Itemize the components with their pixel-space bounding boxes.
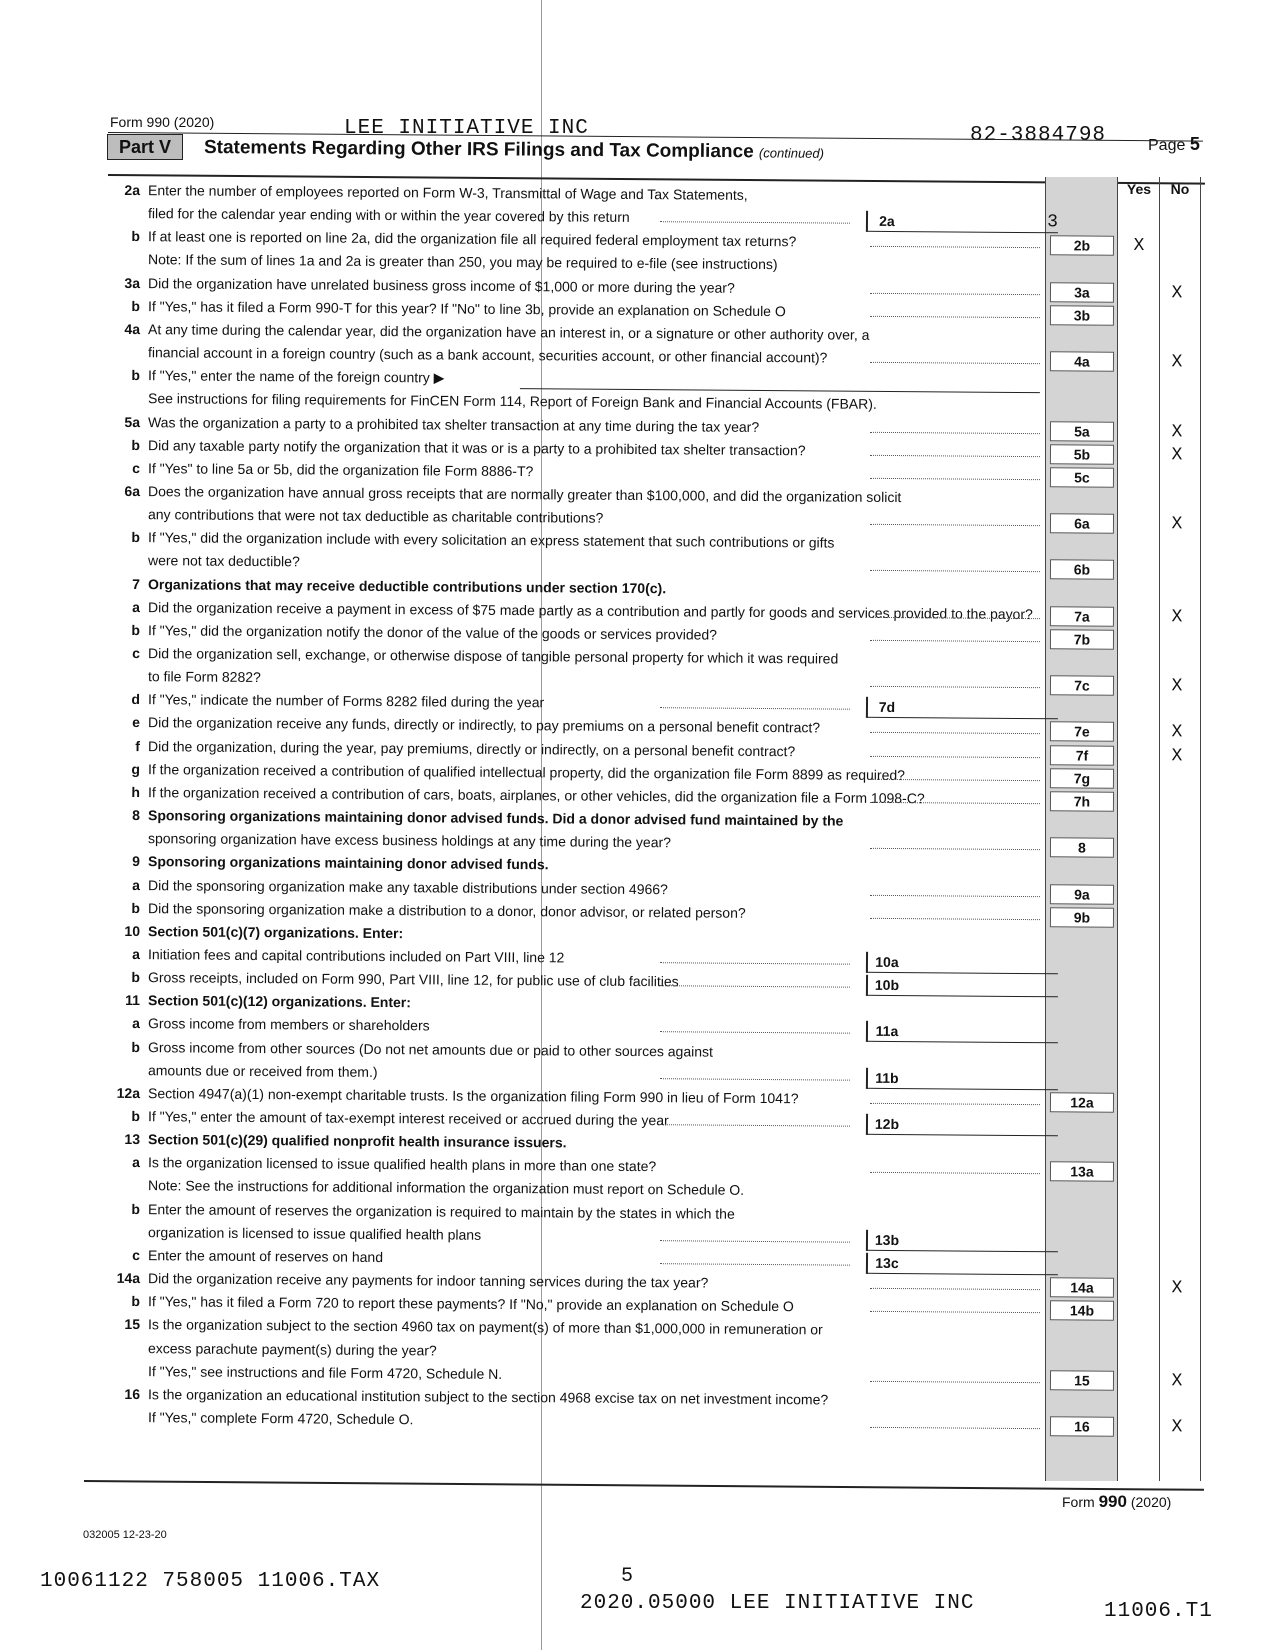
leader-dots [870,350,1040,364]
question-text: Is the organization subject to the section 4960 tax on payment(s) of more than $1,000,000 in remuneration or [147,1316,823,1338]
line-label: a [132,876,141,893]
line-label: b [131,367,141,384]
no-checkbox[interactable]: X [1171,444,1183,465]
leader-dots [870,905,1040,919]
footer-right-id: 11006.T1 [1104,1600,1213,1623]
line-label: e [132,714,141,731]
no-checkbox[interactable]: X [1171,352,1183,373]
question-text: Is the organization an educational institution subject to the section 4968 excise tax on net investment income? [147,1385,829,1408]
question-text: Did the sponsoring organization make a distribution to a donor, donor advisor, or related person? [147,899,746,921]
question-text: Section 501(c)(29) qualified nonprofit health insurance issuers. [147,1131,567,1151]
line-label: c [132,645,141,662]
foreign-country-input[interactable] [520,370,1040,393]
answer-line-number: 2b [1050,236,1114,257]
question-text: financial account in a foreign country (such as a bank account, securities account, or other financial account)? [147,344,828,366]
question-text: sponsoring organization have excess business holdings at any time during the year? [147,830,672,851]
page-number: 5 [1189,134,1200,154]
question-text: If "Yes," indicate the number of Forms 8282 filed during the year [147,691,545,711]
answer-line-number: 4a [1050,351,1114,372]
leader-dots [870,558,1040,572]
question-text: were not tax deductible? [147,552,300,570]
line-label: g [131,760,141,777]
answer-line-number: 7c [1050,675,1114,696]
leader-dots [870,605,1040,619]
line-label: 10 [124,922,141,939]
leader-dots [660,950,850,964]
question-text: Enter the amount of reserves on hand [147,1247,384,1265]
line-label: b [131,1200,141,1217]
inline-box-label: 10b [866,975,906,996]
leader-dots [870,1160,1040,1174]
inline-box-label: 12b [866,1114,906,1135]
leader-dots [870,442,1040,456]
question-text: filed for the calendar year ending with or within the year covered by this return [147,205,630,226]
leader-dots [660,1251,850,1265]
question-text: Note: See the instructions for additional information the organization must report on Schedule O. [147,1177,745,1199]
line-label: c [132,459,141,476]
line-label: b [131,1293,141,1310]
line-label: 13 [124,1131,141,1148]
ein: 82-3884798 [970,124,1107,147]
question-text: Did any taxable party notify the organization that it was or is a party to a prohibited tax shelter transaction? [147,436,806,458]
line-label: b [131,228,141,245]
inline-box-label: 13c [866,1253,906,1274]
leader-dots [660,1228,850,1242]
line-label: 8 [132,807,141,824]
question-text: Note: If the sum of lines 1a and 2a is greater than 250, you may be required to e-file (see instructions) [147,251,778,273]
line-label: b [131,899,141,916]
answer-line-number: 6b [1050,560,1114,581]
question-text: Enter the number of employees reported on Form W-3, Transmittal of Wage and Tax Statements, [147,182,748,203]
line-label: f [135,737,141,754]
question-text: Section 501(c)(7) organizations. Enter: [147,922,404,941]
no-checkbox[interactable]: X [1171,1370,1183,1391]
question-text: If "Yes," has it filed a Form 720 to report these payments? If "No," provide an explanation on Schedule O [147,1293,794,1315]
leader-dots [870,790,1040,804]
answer-line-number: 9b [1050,907,1114,928]
inline-box-value[interactable] [906,952,1058,974]
inline-box-value[interactable] [906,1114,1058,1136]
line-label: b [131,1038,141,1055]
answer-line-number: 7f [1050,745,1114,766]
question-text: Did the sponsoring organization make any taxable distributions under section 4966? [147,876,668,897]
question-text: Did the organization sell, exchange, or otherwise dispose of tangible personal property for which it was required [147,645,839,667]
leader-dots [870,466,1040,480]
no-checkbox[interactable]: X [1171,745,1183,766]
bottom-rule [84,1480,1204,1491]
inline-box-value[interactable] [906,1022,1058,1044]
question-text: If "Yes" to line 5a or 5b, did the organization file Form 8886-T? [147,459,534,479]
no-checkbox[interactable]: X [1171,722,1183,743]
question-text: Initiation fees and capital contributions included on Part VIII, line 12 [147,946,565,966]
footer-form-number: 990 [1098,1492,1127,1511]
question-text: Enter the amount of reserves the organization is required to maintain by the states in which the [147,1200,735,1222]
inline-box-value[interactable] [906,1253,1058,1275]
question-text: If "Yes," did the organization notify the donor of the value of the goods or services provided? [147,622,718,643]
question-text: If "Yes," has it filed a Form 990-T for this year? If "No" to line 3b, provide an explanation on Schedule O [147,297,786,319]
inline-box-label: 13b [866,1230,906,1251]
line-label: d [131,691,141,708]
line-label: 2a [124,181,141,199]
question-text: Gross income from members or shareholders [147,1015,430,1034]
leader-dots [870,1276,1040,1290]
part-title [204,137,824,164]
line-label: b [131,297,141,314]
no-checkbox[interactable]: X [1171,421,1183,442]
line-label: b [131,529,141,546]
leader-dots [660,1112,850,1126]
question-text: Section 501(c)(12) organizations. Enter: [147,992,412,1011]
answer-line-number: 3a [1050,282,1114,303]
line-label: 5a [124,413,141,430]
no-checkbox[interactable]: X [1171,1417,1183,1438]
question-text: Gross income from other sources (Do not net amounts due or paid to other sources against [147,1038,714,1060]
inline-box-label: 2a [866,211,906,232]
footer-form [1062,1492,1171,1512]
answer-line-number: 7g [1050,768,1114,789]
page-indicator [1148,134,1200,155]
question-text: If "Yes," did the organization include with every solicitation an express statement that such contributions or gifts [147,529,835,551]
question-text: Did the organization receive a payment in excess of $75 made partly as a contribution and partly for goods and services provided to the payor? [147,598,1033,622]
leader-dots [870,628,1040,642]
question-text: Is the organization licensed to issue qualified health plans in more than one state? [147,1154,657,1175]
inline-box-value[interactable] [906,1230,1058,1252]
line-label: b [131,1108,141,1125]
footer-form-year: (2020) [1130,1494,1172,1510]
leader-dots [870,743,1040,757]
leader-dots [870,882,1040,896]
line-label: a [132,945,141,963]
line-label: 6a [124,482,141,500]
footer-center-id: 2020.05000 LEE INITIATIVE INC [580,1592,975,1615]
answer-line-number: 5c [1050,467,1114,488]
page-label: Page [1148,137,1186,154]
question-text: to file Form 8282? [147,668,261,686]
inline-box-label: 7d [866,697,906,718]
footer-left-id: 10061122 758005 11006.TAX [40,1570,381,1593]
form-code: 032005 12-23-20 [83,1529,167,1541]
line-label: b [131,969,141,986]
no-checkbox[interactable]: X [1171,606,1183,627]
no-checkbox[interactable]: X [1171,1278,1183,1299]
no-checkbox[interactable]: X [1171,282,1183,303]
answer-line-number: 14a [1050,1277,1114,1298]
part-label: Part V [107,134,183,160]
answer-line-number: 12a [1050,1092,1114,1113]
leader-dots [870,304,1040,318]
line-label: h [131,783,141,800]
line-label: a [132,598,141,615]
question-text: Does the organization have annual gross receipts that are normally greater than $100,000, and did the organization solicit [147,483,902,506]
line-label: 9 [132,853,141,870]
answer-line-number: 14b [1050,1300,1114,1321]
answer-line-number: 5b [1050,444,1114,465]
organization-name: LEE INITIATIVE INC [344,117,589,140]
inline-box-label: 10a [866,952,906,973]
question-text: If "Yes," enter the name of the foreign country ▶ [147,367,445,386]
inline-box-label: 11b [866,1067,906,1088]
leader-dots [660,209,850,223]
question-text: At any time during the calendar year, did the organization have an interest in, or a signature or other authority over, a [147,321,870,343]
line-label: c [132,1246,141,1263]
line-label: a [132,1015,141,1032]
answer-line-number: 6a [1050,513,1114,534]
leader-dots [870,280,1040,294]
leader-dots [870,1368,1040,1382]
answer-line-number: 8 [1050,837,1114,858]
line-label: a [132,1154,141,1171]
answer-line-number: 7a [1050,606,1114,627]
answer-line-number: 5a [1050,421,1114,442]
inline-box-value[interactable] [906,697,1058,719]
line-label: 4a [124,320,141,337]
question-text: Gross receipts, included on Form 990, Part VIII, line 12, for public use of club facilities [147,969,679,990]
no-column-header: No [1170,181,1190,197]
answer-line-number: 15 [1050,1370,1114,1391]
no-checkbox[interactable]: X [1171,514,1183,535]
no-checkbox[interactable]: X [1171,676,1183,697]
inline-box-value[interactable] [906,975,1058,997]
answer-line-number: 9a [1050,884,1114,905]
question-text: Sponsoring organizations maintaining donor advised funds. [147,853,549,873]
inline-box-label: 11a [866,1021,906,1042]
answer-line-number: 3b [1050,305,1114,326]
question-text: Did the organization have unrelated business gross income of $1,000 or more during the year? [147,274,735,296]
yes-column-header: Yes [1126,181,1152,197]
leader-dots [870,234,1040,248]
question-text: amounts due or received from them.) [147,1061,378,1080]
leader-dots [870,836,1040,850]
question-text: If "Yes," enter the amount of tax-exempt interest received or accrued during the year [147,1108,669,1129]
leader-dots [870,674,1040,688]
form-label: Form 990 (2020) [110,114,215,130]
line-label: 12a [116,1084,141,1101]
line-label: 15 [124,1316,141,1333]
question-text: If at least one is reported on line 2a, did the organization file all required federal employment tax returns? [147,228,797,250]
leader-dots [870,512,1040,526]
leader-dots [660,1066,850,1080]
footer-form-label: Form [1062,1494,1095,1510]
answer-line-number: 7h [1050,791,1114,812]
question-text: If the organization received a contribution of qualified intellectual property, did the organization file Form 8899 as required? [147,760,906,783]
inline-box-value[interactable] [906,1068,1058,1090]
continued-label: (continued) [758,145,825,161]
leader-dots [870,1299,1040,1313]
question-text: Was the organization a party to a prohibited tax shelter transaction at any time during the tax year? [147,413,760,435]
line-label: 11 [125,992,141,1009]
question-text: If the organization received a contribution of cars, boats, airplanes, or other vehicles, did the organization file a Form 1098-C? [147,784,925,807]
leader-dots [660,1020,850,1034]
inline-box-value[interactable]: 3 [906,211,1058,233]
line-label: 14a [116,1269,141,1287]
line-label: 16 [124,1385,141,1402]
question-text: Organizations that may receive deductible contributions under section 170(c). [147,575,667,596]
leader-dots [870,720,1040,734]
leader-dots [660,973,850,987]
question-text: organization is licensed to issue qualified health plans [147,1223,482,1243]
question-text: any contributions that were not tax deductible as charitable contributions? [147,506,604,526]
footer-page-number: 5 [621,1565,634,1588]
answer-line-number: 13a [1050,1162,1114,1183]
leader-dots [870,1415,1040,1429]
line-label: b [131,436,141,453]
line-label: 3a [124,274,141,291]
leader-dots [870,1091,1040,1105]
question-text: Did the organization receive any funds, directly or indirectly, to pay premiums on a personal benefit contract? [147,714,821,736]
question-text: excess parachute payment(s) during the year? [147,1339,437,1358]
leader-dots [660,695,850,709]
question-text: Section 4947(a)(1) non-exempt charitable trusts. Is the organization filing Form 990 in lieu of Form 1041? [147,1085,799,1107]
answer-line-number: 16 [1050,1416,1114,1437]
question-text: Sponsoring organizations maintaining donor advised funds. Did a donor advised fund maintained by the [147,807,844,829]
part-title-text: Statements Regarding Other IRS Filings and Tax Compliance [203,137,754,163]
question-text: If "Yes," see instructions and file Form 4720, Schedule N. [147,1362,503,1382]
answer-line-number: 7e [1050,722,1114,743]
yes-checkbox[interactable]: X [1133,236,1145,257]
question-text: Did the organization receive any payments for indoor tanning services during the tax year? [147,1270,709,1291]
question-text: Did the organization, during the year, pay premiums, directly or indirectly, on a personal benefit contract? [147,737,796,759]
leader-dots [870,419,1040,433]
question-text: If "Yes," complete Form 4720, Schedule O. [147,1409,414,1428]
line-label: b [131,621,141,638]
answer-line-number: 7b [1050,629,1114,650]
line-label: 7 [132,575,141,592]
question-text: See instructions for filing requirements for FinCEN Form 114, Report of Foreign Bank and Financial Accounts (FBAR). [147,390,877,413]
leader-dots [870,767,1040,781]
